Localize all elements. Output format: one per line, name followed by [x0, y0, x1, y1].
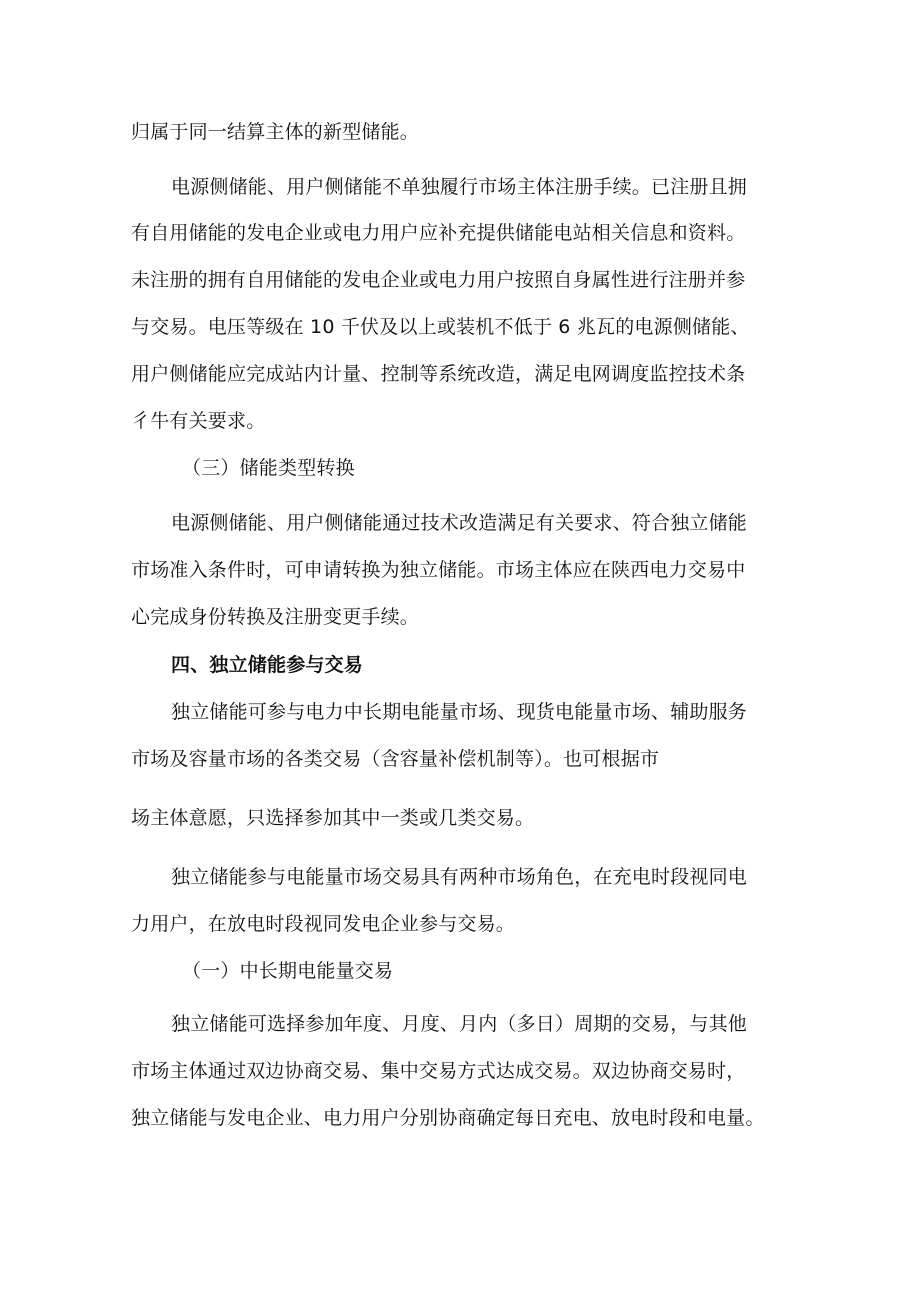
text-line: 有自用储能的发电企业或电力用户应补充提供储能电站相关信息和资料。	[131, 222, 746, 244]
text-line: 独立储能与发电企业、电力用户分别协商确定每日充电、放电时段和电量。	[131, 1107, 765, 1129]
text-line: 独立储能参与电能量市场交易具有两种市场角色，在充电时段视同电	[171, 866, 748, 888]
section-heading: （一）中长期电能量交易	[182, 960, 394, 982]
text-line: 力用户，在放电时段视同发电企业参与交易。	[131, 913, 516, 935]
text-line: 电源侧储能、用户侧储能不单独履行市场主体注册手续。已注册且拥	[171, 176, 748, 198]
section-heading: （三）储能类型转换	[182, 457, 355, 479]
text-line: 场主体意愿，只选择参加其中一类或几类交易。	[131, 807, 535, 829]
text-line: 市场主体通过双边协商交易、集中交易方式达成交易。双边协商交易时，	[131, 1060, 746, 1082]
text-line: 用户侧储能应完成站内计量、控制等系统改造，满足电网调度监控技术条	[131, 363, 746, 385]
section-heading-bold: 四、独立储能参与交易	[171, 654, 364, 676]
text-line: 未注册的拥有自用储能的发电企业或电力用户按照自身属性进行注册并参	[131, 269, 746, 291]
text-line: 电源侧储能、用户侧储能通过技术改造满足有关要求、符合独立储能	[171, 512, 748, 534]
text-line: 独立储能可参与电力中长期电能量市场、现货电能量市场、辅助服务	[171, 701, 748, 723]
text-line: 市场及容量市场的各类交易（含容量补偿机制等）。也可根据市	[131, 748, 660, 770]
text-line: 与交易。电压等级在 10 千伏及以上或装机不低于 6 兆瓦的电源侧储能、	[131, 316, 750, 338]
text-line: 彳牛有关要求。	[131, 410, 266, 432]
text-line: 市场准入条件时，可申请转换为独立储能。市场主体应在陕西电力交易中	[131, 559, 746, 581]
text-line: 归属于同一结算主体的新型储能。	[131, 121, 420, 143]
text-line: 独立储能可选择参加年度、月度、月内（多日）周期的交易，与其他	[171, 1013, 748, 1035]
text-line: 心完成身份转换及注册变更手续。	[131, 606, 420, 628]
